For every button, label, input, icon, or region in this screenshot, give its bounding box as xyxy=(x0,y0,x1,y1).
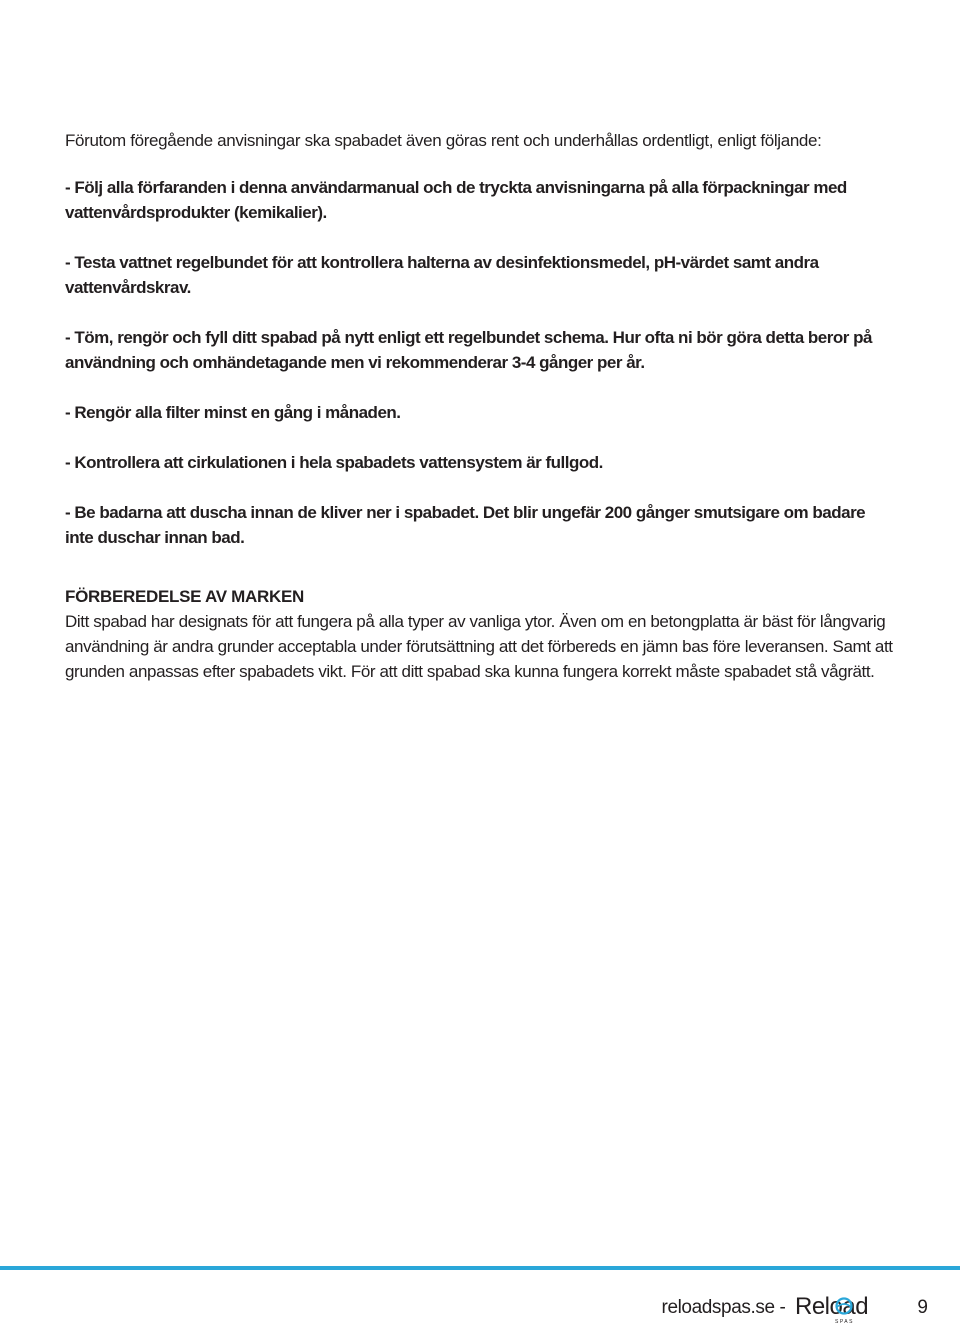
reload-logo-sub: SPAS xyxy=(835,1319,855,1325)
bullet-drain-clean-refill: - Töm, rengör och fyll ditt spabad på nytt enligt ett regelbundet schema. Hur ofta ni bör göra detta beror på användning och omhändetagande men vi rekommenderar 3-4 gånger per år. xyxy=(65,328,872,372)
footer xyxy=(662,1290,928,1326)
page-content xyxy=(65,128,895,684)
bullet-test-water: - Testa vattnet regelbundet för att kontrollera halterna av desinfektionsmedel, pH-värdet samt andra vattenvårdskrav. xyxy=(65,253,819,297)
section-body: Ditt spabad har designats för att fungera på alla typer av vanliga ytor. Även om en betongplatta är bäst för långvarig användning är andra grunder acceptabla under förutsättning att det förbereds en jämn bas före leveransen. Samt att grunden anpassas efter spabadets vikt. För att ditt spabad ska kunna fungera korrekt måste spabadet stå vågrätt. xyxy=(65,612,893,681)
intro-paragraph: Förutom föregående anvisningar ska spabadet även göras rent och underhållas ordentligt, enligt följande: xyxy=(65,131,822,150)
page-number: 9 xyxy=(917,1297,928,1318)
reload-logo-text: Reload xyxy=(795,1293,869,1320)
footer-rule xyxy=(0,1266,960,1270)
bullet-follow-instructions: - Följ alla förfaranden i denna användarmanual och de tryckta anvisningarna på alla förpackningar med vattenvårdsprodukter (kemikalier). xyxy=(65,178,847,222)
bullet-check-circulation: - Kontrollera att cirkulationen i hela spabadets vattensystem är fullgod. xyxy=(65,453,603,472)
footer-site-link[interactable]: reloadspas.se - xyxy=(661,1297,786,1318)
reload-logo xyxy=(793,1291,893,1325)
bullet-shower-before: - Be badarna att duscha innan de kliver ner i spabadet. Det blir ungefär 200 gånger smutsigare om badare inte duschar innan bad. xyxy=(65,503,866,547)
section-heading: FÖRBEREDELSE AV MARKEN xyxy=(65,587,304,606)
bullet-clean-filters: - Rengör alla filter minst en gång i månaden. xyxy=(65,403,401,422)
